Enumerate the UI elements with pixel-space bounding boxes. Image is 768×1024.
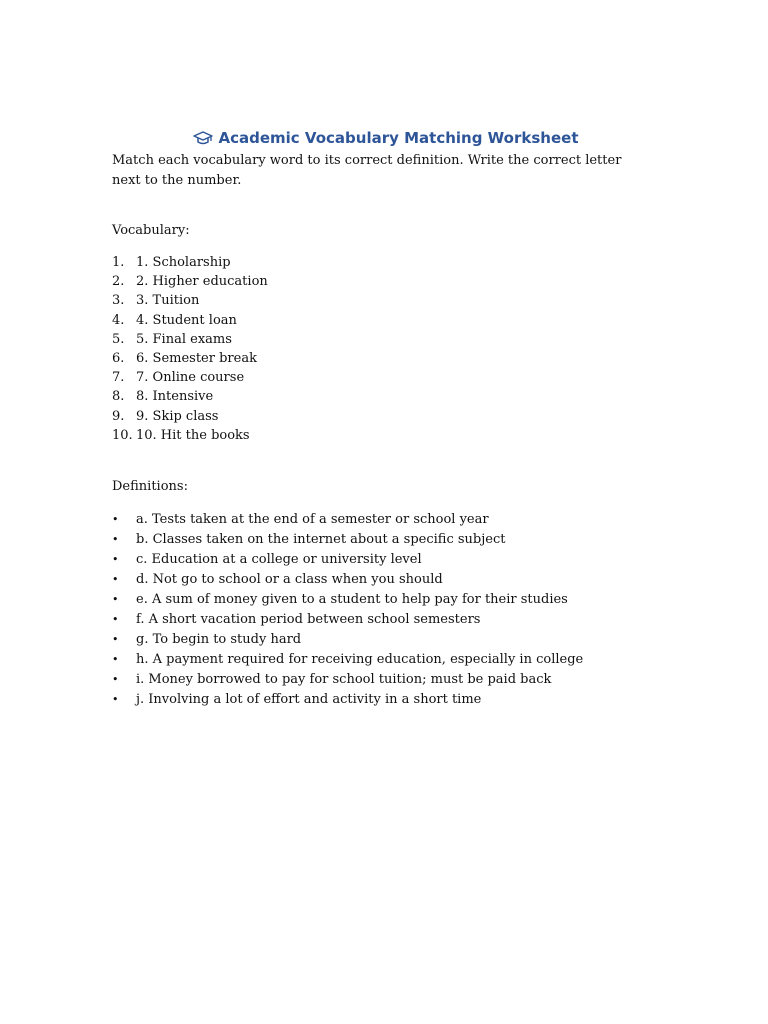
definition-text: g. To begin to study hard bbox=[136, 632, 302, 647]
vocabulary-item bbox=[112, 349, 268, 368]
definition-item bbox=[112, 590, 583, 610]
definition-text: i. Money borrowed to pay for school tuition; must be paid back bbox=[136, 672, 552, 687]
definition-item bbox=[112, 570, 583, 590]
definition-item bbox=[112, 510, 583, 530]
vocabulary-item bbox=[112, 291, 268, 310]
vocabulary-heading: Vocabulary: bbox=[112, 223, 190, 238]
vocabulary-item-text: 7. Online course bbox=[136, 370, 245, 386]
definition-text: b. Classes taken on the internet about a specific subject bbox=[136, 532, 506, 547]
bullet-icon: • bbox=[112, 633, 119, 646]
definition-item bbox=[112, 690, 583, 710]
vocabulary-item-number: 10. bbox=[112, 427, 133, 443]
vocabulary-item-text: 5. Final exams bbox=[136, 331, 232, 347]
definition-item bbox=[112, 610, 583, 630]
vocabulary-item-number: 6. bbox=[112, 350, 125, 366]
bullet-icon: • bbox=[112, 693, 119, 706]
definition-text: h. A payment required for receiving education, especially in college bbox=[136, 652, 584, 667]
vocabulary-item-number: 2. bbox=[112, 274, 125, 290]
definition-text: c. Education at a college or university level bbox=[136, 552, 422, 567]
vocabulary-item bbox=[112, 330, 268, 349]
vocabulary-item-number: 9. bbox=[112, 408, 125, 424]
vocabulary-item bbox=[112, 368, 268, 387]
definition-text: d. Not go to school or a class when you should bbox=[136, 572, 443, 587]
vocabulary-item bbox=[112, 387, 268, 406]
definition-item bbox=[112, 650, 583, 670]
instructions: Match each vocabulary word to its correct definition. Write the correct letter next to the number. bbox=[112, 153, 622, 188]
definition-text: j. Involving a lot of effort and activity in a short time bbox=[136, 692, 482, 707]
definitions-list bbox=[112, 510, 583, 710]
bullet-icon: • bbox=[112, 653, 119, 666]
definition-item bbox=[112, 630, 583, 650]
bullet-icon: • bbox=[112, 553, 119, 566]
vocabulary-item bbox=[112, 426, 268, 445]
definition-text: f. A short vacation period between school semesters bbox=[136, 612, 481, 627]
vocabulary-item-text: 4. Student loan bbox=[136, 312, 237, 328]
definition-item bbox=[112, 670, 583, 690]
title-row bbox=[0, 126, 768, 150]
definition-text: a. Tests taken at the end of a semester or school year bbox=[136, 512, 489, 527]
vocabulary-item-number: 1. bbox=[112, 255, 125, 270]
definitions-heading: Definitions: bbox=[112, 479, 188, 494]
bullet-icon: • bbox=[112, 593, 119, 606]
vocabulary-item bbox=[112, 272, 268, 291]
vocabulary-item-number: 5. bbox=[112, 331, 125, 347]
vocabulary-item-text: 3. Tuition bbox=[136, 293, 200, 309]
vocabulary-item-text: 6. Semester break bbox=[136, 350, 257, 366]
graduation-cap-icon bbox=[192, 130, 214, 146]
vocabulary-item-text: 1. Scholarship bbox=[136, 255, 231, 270]
vocabulary-list bbox=[112, 253, 268, 445]
vocabulary-item-text: 8. Intensive bbox=[136, 389, 214, 405]
bullet-icon: • bbox=[112, 673, 119, 686]
definition-item bbox=[112, 530, 583, 550]
vocabulary-item-text: 9. Skip class bbox=[136, 408, 219, 424]
bullet-icon: • bbox=[112, 513, 119, 526]
vocabulary-item bbox=[112, 407, 268, 426]
vocabulary-item bbox=[112, 253, 268, 272]
vocabulary-item bbox=[112, 311, 268, 330]
bullet-icon: • bbox=[112, 613, 119, 626]
bullet-icon: • bbox=[112, 573, 119, 586]
vocabulary-item-number: 8. bbox=[112, 389, 125, 405]
vocabulary-item-text: 10. Hit the books bbox=[136, 427, 250, 443]
vocabulary-item-number: 4. bbox=[112, 312, 125, 328]
vocabulary-item-number: 7. bbox=[112, 370, 125, 386]
bullet-icon: • bbox=[112, 533, 119, 546]
definition-text: e. A sum of money given to a student to help pay for their studies bbox=[136, 592, 568, 607]
vocabulary-item-text: 2. Higher education bbox=[136, 274, 268, 290]
vocabulary-item-number: 3. bbox=[112, 293, 125, 309]
page-title: Academic Vocabulary Matching Worksheet bbox=[218, 129, 579, 147]
definition-item bbox=[112, 550, 583, 570]
